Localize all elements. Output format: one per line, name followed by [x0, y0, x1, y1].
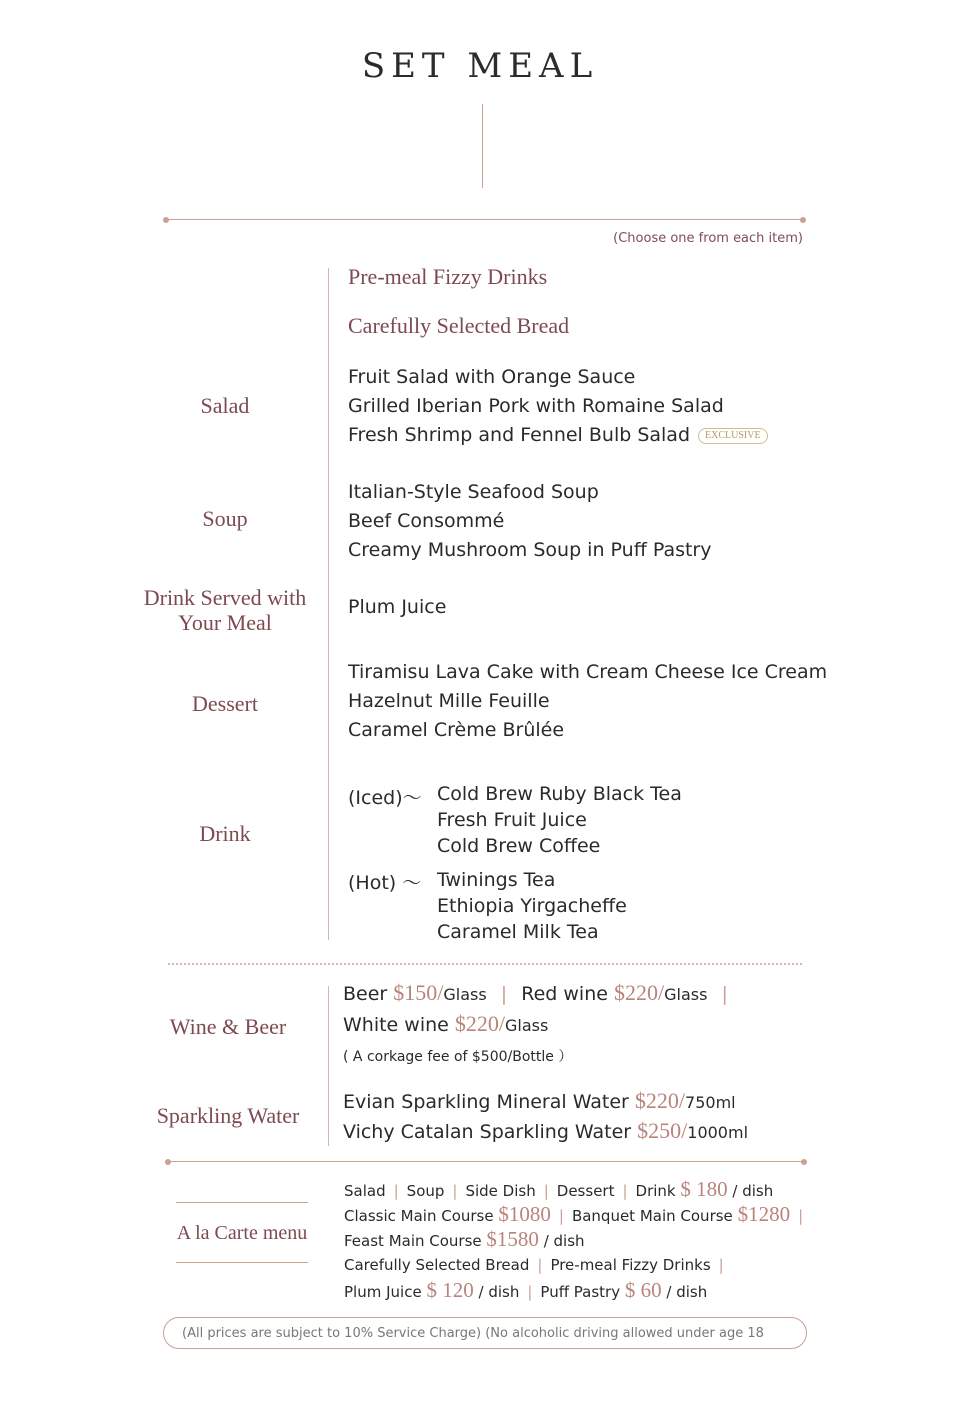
vichy-label: Vichy Catalan Sparkling Water	[343, 1121, 632, 1143]
separator: |	[558, 1207, 564, 1225]
alacarte-item: Drink	[635, 1182, 676, 1200]
salad-items	[348, 363, 768, 450]
top-rule-right-dot	[800, 217, 806, 223]
beer-price: $150/	[393, 980, 444, 1005]
category-meal-drink-line2: Your Meal	[178, 610, 272, 635]
alacarte-item: Dessert	[556, 1182, 615, 1200]
alacarte-row-1	[344, 1177, 773, 1202]
alacarte-price: $ 60	[624, 1278, 662, 1302]
alacarte-bottom-line	[176, 1262, 308, 1263]
alacarte-unit: / dish	[478, 1283, 520, 1301]
vichy-line	[343, 1118, 748, 1144]
category-soup: Soup	[202, 506, 248, 531]
alacarte-unit: / dish	[543, 1232, 585, 1250]
beer-label: Beer	[343, 983, 388, 1005]
white-wine-price: $220/	[454, 1011, 506, 1036]
alacarte-price: $ 120	[426, 1278, 474, 1302]
category-wine-beer: Wine & Beer	[169, 1014, 287, 1039]
alacarte-item: Soup	[406, 1182, 445, 1200]
menu-item-label: Fresh Shrimp and Fennel Bulb Salad	[348, 424, 691, 446]
category-alacarte: A la Carte menu	[176, 1222, 308, 1244]
bottom-rule-left-dot	[165, 1159, 171, 1165]
alacarte-item: Banquet Main Course	[571, 1207, 733, 1225]
category-drink: Drink	[199, 821, 251, 846]
separator: |	[798, 1207, 804, 1225]
footer-note: (All prices are subject to 10% Service Charge) (No alcoholic driving allowed under age 18	[182, 1326, 764, 1341]
page-title: SET MEAL	[361, 46, 599, 86]
bottom-rule-right-dot	[801, 1159, 807, 1165]
alacarte-item: Side Dish	[465, 1182, 536, 1200]
alacarte-row-3	[344, 1227, 585, 1252]
vichy-price: $250/	[637, 1118, 688, 1143]
alacarte-item: Pre-meal Fizzy Drinks	[550, 1256, 711, 1274]
red-wine-unit: Glass	[664, 985, 708, 1004]
dotted-separator	[168, 963, 802, 965]
alacarte-price: $ 180	[680, 1177, 728, 1201]
beer-red-wine-line	[343, 980, 736, 1006]
category-meal-drink-line1: Drink Served with	[143, 585, 307, 610]
hot-label: (Hot) ～	[348, 872, 422, 894]
evian-line	[343, 1088, 736, 1114]
soup-items	[348, 478, 712, 565]
alacarte-price: $1580	[486, 1227, 539, 1251]
alacarte-unit: / dish	[732, 1182, 774, 1200]
separator: |	[500, 983, 508, 1005]
separator: |	[537, 1256, 543, 1274]
menu-item: Twinings Tea	[437, 869, 556, 891]
iced-label: (Iced)～	[348, 787, 422, 809]
heading-fizzy-drinks: Pre-meal Fizzy Drinks	[348, 264, 548, 289]
alacarte-row-2	[344, 1202, 811, 1227]
title-divider	[482, 104, 483, 188]
top-rule	[166, 219, 804, 220]
hot-drinks	[437, 867, 627, 945]
alacarte-item: Puff Pastry	[540, 1283, 621, 1301]
alacarte-item: Salad	[344, 1182, 386, 1200]
separator: |	[452, 1182, 458, 1200]
evian-price: $220/	[634, 1088, 686, 1113]
white-wine-line	[343, 1011, 548, 1037]
white-wine-label: White wine	[343, 1014, 449, 1036]
evian-unit: 750ml	[685, 1093, 736, 1112]
alacarte-row-5	[344, 1278, 707, 1303]
alacarte-price: $1080	[498, 1202, 551, 1226]
heading-bread: Carefully Selected Bread	[348, 313, 570, 338]
menu-item: Grilled Iberian Pork with Romaine Salad	[348, 395, 724, 417]
menu-item: Italian-Style Seafood Soup	[348, 481, 599, 503]
alacarte-price: $1280	[737, 1202, 791, 1226]
dessert-items	[348, 658, 827, 745]
alacarte-row-4	[344, 1256, 732, 1274]
bottom-rule	[168, 1161, 804, 1162]
alacarte-item: Carefully Selected Bread	[344, 1256, 530, 1274]
separator: |	[721, 983, 728, 1005]
alacarte-unit: / dish	[666, 1283, 708, 1301]
menu-item: Cold Brew Ruby Black Tea	[437, 783, 682, 805]
iced-drinks	[437, 781, 682, 859]
category-dessert: Dessert	[192, 691, 258, 716]
separator: |	[718, 1256, 724, 1274]
category-meal-drink	[100, 585, 350, 635]
menu-item-with-badge	[348, 421, 768, 450]
menu-item: Fresh Fruit Juice	[437, 809, 587, 831]
evian-label: Evian Sparkling Mineral Water	[343, 1091, 629, 1113]
menu-item: Caramel Milk Tea	[437, 921, 599, 943]
category-salad: Salad	[200, 393, 250, 418]
menu-item: Cold Brew Coffee	[437, 835, 601, 857]
category-sparkling-water: Sparkling Water	[156, 1103, 300, 1128]
separator: |	[527, 1283, 533, 1301]
exclusive-badge: EXCLUSIVE	[698, 428, 768, 444]
alacarte-item: Classic Main Course	[344, 1207, 494, 1225]
menu-item: Fruit Salad with Orange Sauce	[348, 366, 636, 388]
menu-item: Ethiopia Yirgacheffe	[437, 895, 627, 917]
top-rule-left-dot	[163, 217, 169, 223]
alacarte-item: Plum Juice	[344, 1283, 422, 1301]
menu-item: Plum Juice	[348, 596, 447, 618]
menu-item: Tiramisu Lava Cake with Cream Cheese Ice Cream	[348, 661, 828, 683]
separator: |	[622, 1182, 628, 1200]
beer-unit: Glass	[443, 985, 487, 1004]
menu-item: Caramel Crème Brûlée	[348, 719, 565, 741]
separator: |	[543, 1182, 549, 1200]
corkage-note: ( A corkage fee of $500/Bottle ）	[343, 1049, 573, 1065]
vichy-unit: 1000ml	[687, 1123, 749, 1142]
choose-note: (Choose one from each item)	[613, 231, 803, 246]
alacarte-top-line	[176, 1202, 308, 1203]
separator: |	[393, 1182, 399, 1200]
menu-item: Beef Consommé	[348, 510, 505, 532]
white-wine-unit: Glass	[505, 1016, 549, 1035]
meal-drink-items	[348, 593, 446, 622]
menu-item: Hazelnut Mille Feuille	[348, 690, 550, 712]
alacarte-item: Feast Main Course	[344, 1232, 482, 1250]
red-wine-price: $220/	[613, 980, 665, 1005]
red-wine-label: Red wine	[521, 983, 608, 1005]
menu-item: Creamy Mushroom Soup in Puff Pastry	[348, 539, 712, 561]
